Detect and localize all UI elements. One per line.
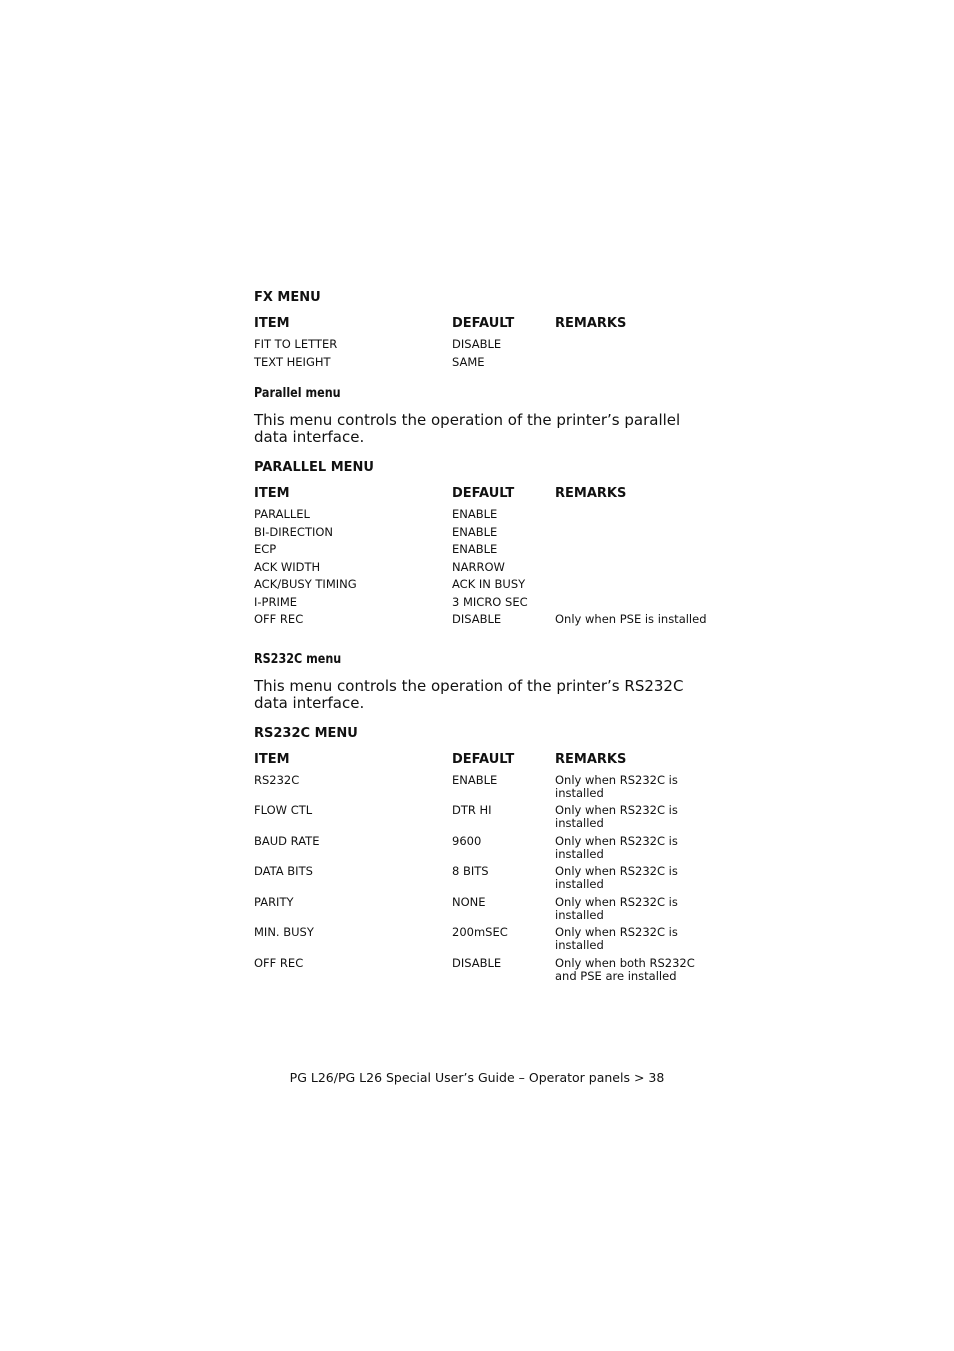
cell-remarks: Only when RS232C is installed	[555, 833, 678, 861]
table-row	[254, 896, 714, 927]
parallel-menu-intro: This menu controls the operation of the printer’s parallel data interface.	[254, 411, 681, 446]
cell-item: PARITY	[254, 894, 294, 909]
table-row	[254, 596, 714, 614]
cell-remarks: Only when RS232C is installed	[555, 772, 678, 800]
table-row	[254, 835, 714, 866]
table-row	[254, 774, 714, 805]
cell-item: ACK WIDTH	[254, 559, 321, 574]
table-row	[254, 561, 714, 579]
header-item: ITEM	[254, 316, 290, 331]
cell-default: DISABLE	[452, 955, 502, 970]
cell-remarks	[555, 578, 714, 591]
cell-default: 8 BITS	[452, 864, 489, 878]
table-header	[254, 316, 714, 332]
cell-default: DTR HI	[452, 803, 492, 817]
cell-item: PARALLEL	[254, 507, 310, 521]
header-remarks: REMARKS	[555, 486, 627, 501]
cell-item: DATA BITS	[254, 864, 313, 878]
table-row	[254, 526, 714, 544]
cell-remarks	[555, 596, 714, 609]
cell-item: MIN. BUSY	[254, 925, 314, 939]
cell-remarks: Only when RS232C is installed	[555, 894, 678, 922]
table-row	[254, 957, 714, 988]
rs232c-menu-heading: RS232C menu	[254, 651, 342, 667]
cell-remarks: Only when RS232C is installed	[555, 864, 678, 891]
cell-remarks	[555, 338, 714, 351]
table-row	[254, 865, 714, 896]
cell-default: NONE	[452, 894, 486, 909]
parallel-menu-heading: Parallel menu	[254, 386, 341, 401]
rs232c-menu-intro: This menu controls the operation of the printer’s RS232C data interface.	[254, 676, 684, 712]
cell-remarks	[555, 356, 714, 369]
table-row	[254, 578, 714, 596]
cell-item: OFF REC	[254, 955, 304, 970]
cell-remarks	[555, 543, 714, 556]
cell-default: DISABLE	[452, 612, 502, 626]
cell-default: 3 MICRO SEC	[452, 594, 528, 609]
cell-default: DISABLE	[452, 337, 502, 351]
cell-remarks	[555, 561, 714, 574]
cell-item: BI-DIRECTION	[254, 524, 334, 539]
cell-remarks: Only when both RS232C and PSE are installed	[555, 955, 695, 983]
cell-remarks: Only when RS232C is installed	[555, 925, 678, 952]
parallel-menu-table	[254, 486, 714, 631]
cell-item: ECP	[254, 542, 277, 556]
table-row	[254, 356, 714, 374]
cell-item: ACK/BUSY TIMING	[254, 577, 357, 591]
cell-default: ENABLE	[452, 524, 498, 539]
cell-item: I-PRIME	[254, 594, 298, 609]
table-row	[254, 926, 714, 957]
cell-remarks	[555, 508, 714, 521]
cell-remarks: Only when RS232C is installed	[555, 803, 678, 830]
cell-item: RS232C	[254, 772, 300, 787]
cell-remarks: Only when PSE is installed	[555, 612, 707, 626]
cell-default: ENABLE	[452, 507, 498, 521]
page-footer: PG L26/PG L26 Special User’s Guide – Operator panels > 38	[289, 1070, 665, 1085]
cell-default: 200mSEC	[452, 925, 508, 939]
cell-default: 9600	[452, 833, 482, 848]
cell-remarks	[555, 526, 714, 539]
header-default: DEFAULT	[452, 316, 515, 331]
table-row	[254, 804, 714, 835]
cell-item: TEXT HEIGHT	[254, 354, 331, 369]
header-default: DEFAULT	[452, 751, 515, 767]
table-header	[254, 486, 714, 502]
header-remarks: REMARKS	[555, 316, 627, 331]
cell-item: FIT TO LETTER	[254, 337, 338, 351]
cell-item: OFF REC	[254, 612, 304, 626]
parallel-menu-title: PARALLEL MENU	[254, 460, 374, 475]
header-remarks: REMARKS	[555, 751, 627, 767]
cell-default: NARROW	[452, 559, 505, 574]
cell-default: ACK IN BUSY	[452, 577, 526, 591]
cell-default: SAME	[452, 354, 485, 369]
rs232c-menu-table	[254, 752, 714, 988]
page-content	[254, 290, 714, 987]
table-header	[254, 752, 714, 768]
table-row	[254, 613, 714, 631]
cell-default: ENABLE	[452, 772, 498, 787]
table-row	[254, 338, 714, 356]
rs232c-menu-title: RS232C MENU	[254, 725, 358, 741]
fx-menu-title: FX MENU	[254, 290, 321, 305]
cell-item: BAUD RATE	[254, 833, 320, 848]
cell-default: ENABLE	[452, 542, 498, 556]
header-item: ITEM	[254, 751, 290, 767]
table-row	[254, 543, 714, 561]
table-row	[254, 508, 714, 526]
header-default: DEFAULT	[452, 486, 515, 501]
fx-menu-table	[254, 316, 714, 373]
cell-item: FLOW CTL	[254, 803, 313, 817]
header-item: ITEM	[254, 486, 290, 501]
